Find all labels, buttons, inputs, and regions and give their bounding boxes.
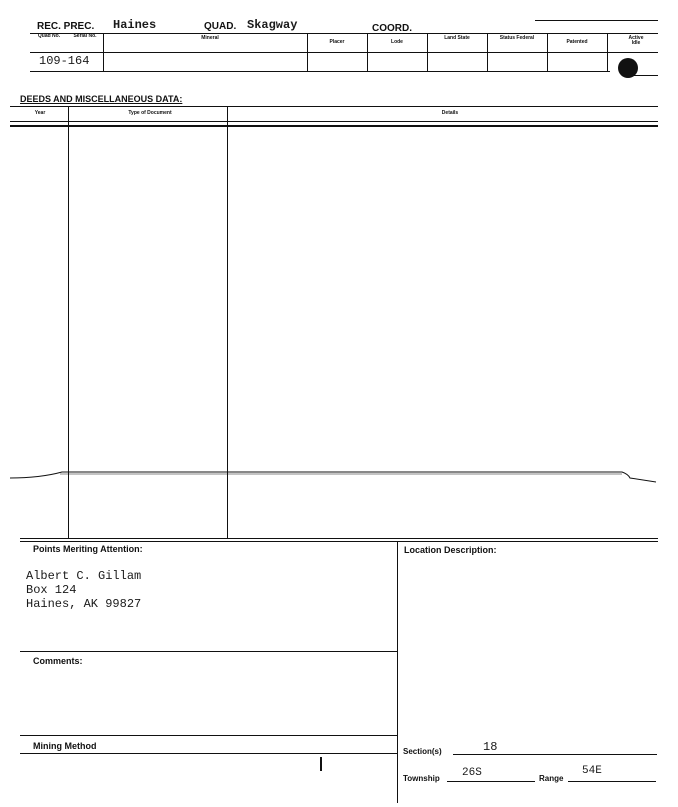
location-label: Location Description: bbox=[404, 545, 497, 555]
col-mineral: Mineral bbox=[201, 35, 219, 41]
mining-method-label: Mining Method bbox=[33, 741, 97, 751]
quad-label: QUAD. bbox=[204, 21, 237, 32]
deeds-title: DEEDS AND MISCELLANEOUS DATA: bbox=[20, 94, 183, 104]
sections-value: 18 bbox=[483, 740, 498, 754]
quad-serial-value: 109-164 bbox=[39, 54, 90, 68]
col-details: Details bbox=[441, 110, 459, 116]
points-label: Points Meriting Attention: bbox=[33, 544, 143, 554]
col-status-federal: Status Federal bbox=[499, 35, 535, 41]
range-label: Range bbox=[539, 774, 564, 783]
points-line: Box 124 bbox=[26, 583, 77, 597]
township-label: Township bbox=[403, 774, 440, 783]
points-line: Haines, AK 99827 bbox=[26, 597, 142, 611]
township-value: 26S bbox=[462, 767, 482, 779]
col-serial-no: Serial No. bbox=[73, 33, 97, 39]
col-lode: Lode bbox=[391, 39, 403, 45]
col-type-of-document: Type of Document bbox=[128, 110, 172, 116]
page-fold-line bbox=[0, 460, 678, 490]
col-year: Year bbox=[34, 110, 46, 116]
col-land-state: Land State bbox=[444, 35, 470, 41]
rec-prec-label: REC. PREC. bbox=[37, 21, 95, 32]
quad-value: Skagway bbox=[247, 18, 298, 32]
active-marker-dot bbox=[618, 58, 638, 78]
coord-label: COORD. bbox=[372, 23, 412, 34]
col-placer: Placer bbox=[329, 39, 345, 45]
points-line: Albert C. Gillam bbox=[26, 569, 142, 583]
col-patented: Patented bbox=[566, 39, 588, 45]
sections-label: Section(s) bbox=[403, 747, 442, 756]
comments-label: Comments: bbox=[33, 656, 83, 666]
col-quad-no: Quad No. bbox=[37, 33, 61, 39]
range-value: 54E bbox=[582, 765, 602, 777]
header-top-rule bbox=[535, 20, 658, 21]
col-active-idle: Active Idle bbox=[628, 35, 644, 46]
rec-prec-value: Haines bbox=[113, 18, 157, 32]
